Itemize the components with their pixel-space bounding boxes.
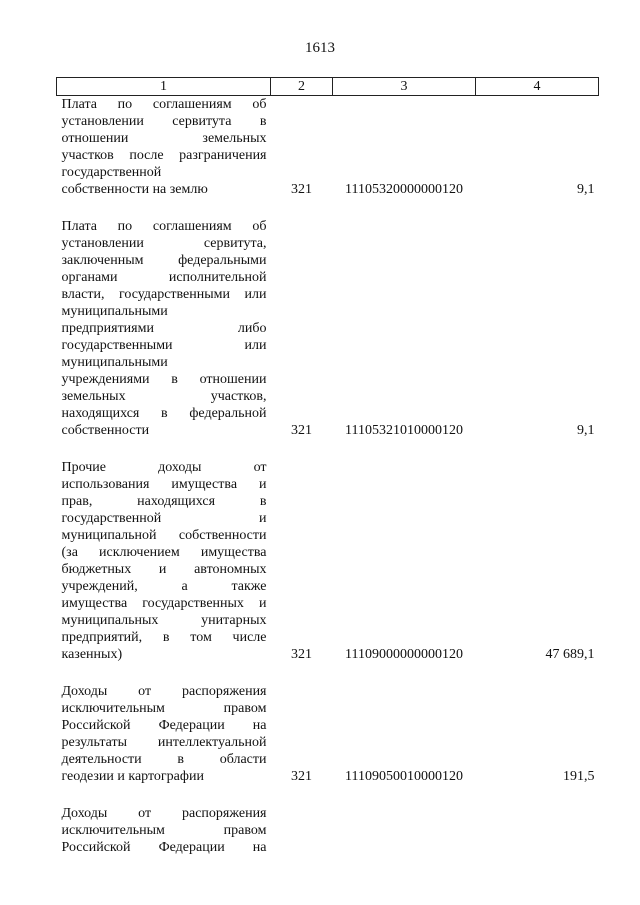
row-amount: 191,5	[563, 769, 595, 784]
row-name-line: предприятиями либо	[61, 321, 267, 336]
table-row	[57, 683, 599, 805]
table-header-row	[57, 78, 599, 96]
row-name-line: учреждениями в отношении	[61, 372, 267, 387]
row-admin-code: 321	[291, 769, 312, 784]
table-row	[57, 459, 599, 683]
row-name-line: геодезии и картографии	[61, 769, 204, 784]
row-name-line: Плата по соглашениям об	[61, 219, 267, 234]
row-revenue-code: 11109000000000120	[345, 647, 463, 662]
row-revenue-code: 11109050010000120	[345, 769, 463, 784]
row-name-line: Российской Федерации на	[61, 840, 267, 855]
row-name-cell	[57, 96, 271, 219]
row-name-line: власти, государственными или	[61, 287, 267, 302]
revenue-table	[56, 77, 599, 856]
table-row	[57, 96, 599, 219]
row-revenue-code: 11105320000000120	[345, 182, 463, 197]
row-name-cell	[57, 459, 271, 683]
row-name-line: исключительным правом	[61, 701, 267, 716]
row-name-line: участков после разграничения	[61, 148, 267, 163]
row-name-cell	[57, 218, 271, 459]
row-name-line: деятельности в области	[61, 752, 267, 767]
row-name-line: бюджетных и автономных	[61, 562, 267, 577]
table-row	[57, 805, 599, 856]
row-name-line: муниципальными	[61, 304, 168, 319]
header-col-2: 2	[271, 78, 333, 96]
row-amount: 47 689,1	[545, 647, 595, 662]
row-name-cell	[57, 805, 271, 856]
row-name-line: муниципальными	[61, 355, 168, 370]
row-name-line: исключительным правом	[61, 823, 267, 838]
row-name-line: собственности	[61, 423, 150, 438]
row-admin-code: 321	[291, 182, 312, 197]
row-name-line: учреждений, а также	[61, 579, 267, 594]
header-col-3: 3	[333, 78, 476, 96]
page-number: 1613	[305, 40, 335, 56]
row-name-line: органами исполнительной	[61, 270, 267, 285]
row-name-line: казенных)	[61, 647, 123, 662]
row-name-line: Плата по соглашениям об	[61, 97, 267, 112]
row-name-line: (за исключением имущества	[61, 545, 267, 560]
row-name-cell	[57, 683, 271, 805]
row-name-line: находящихся в федеральной	[61, 406, 267, 421]
row-name-line: земельных участков,	[61, 389, 267, 404]
row-name-line: результаты интеллектуальной	[61, 735, 267, 750]
row-name-line: прав, находящихся в	[61, 494, 267, 509]
row-admin-code: 321	[291, 647, 312, 662]
row-name-line: использования имущества и	[61, 477, 267, 492]
header-col-1: 1	[57, 78, 271, 96]
row-name-line: государственными или	[61, 338, 267, 353]
row-name-line: Доходы от распоряжения	[61, 806, 267, 821]
row-name-line: собственности на землю	[61, 182, 208, 197]
row-revenue-code	[333, 805, 476, 856]
table-row	[57, 218, 599, 459]
row-amount: 9,1	[577, 423, 595, 438]
row-amount	[476, 805, 599, 856]
row-name-line: предприятий, в том числе	[61, 630, 267, 645]
row-admin-code: 321	[291, 423, 312, 438]
row-name-line: муниципальных унитарных	[61, 613, 267, 628]
header-col-4: 4	[476, 78, 599, 96]
row-name-line: заключенным федеральными	[61, 253, 267, 268]
row-name-line: государственной и	[61, 511, 267, 526]
row-name-line: Доходы от распоряжения	[61, 684, 267, 699]
row-name-line: муниципальной собственности	[61, 528, 267, 543]
row-revenue-code: 11105321010000120	[345, 423, 463, 438]
row-name-line: отношении земельных	[61, 131, 267, 146]
row-admin-code	[271, 805, 333, 856]
row-name-line: установлении сервитута,	[61, 236, 267, 251]
row-amount: 9,1	[577, 182, 595, 197]
row-name-line: государственной	[61, 165, 162, 180]
row-name-line: установлении сервитута в	[61, 114, 267, 129]
row-name-line: имущества государственных и	[61, 596, 267, 611]
row-name-line: Прочие доходы от	[61, 460, 267, 475]
row-name-line: Российской Федерации на	[61, 718, 267, 733]
table-body	[57, 96, 599, 857]
